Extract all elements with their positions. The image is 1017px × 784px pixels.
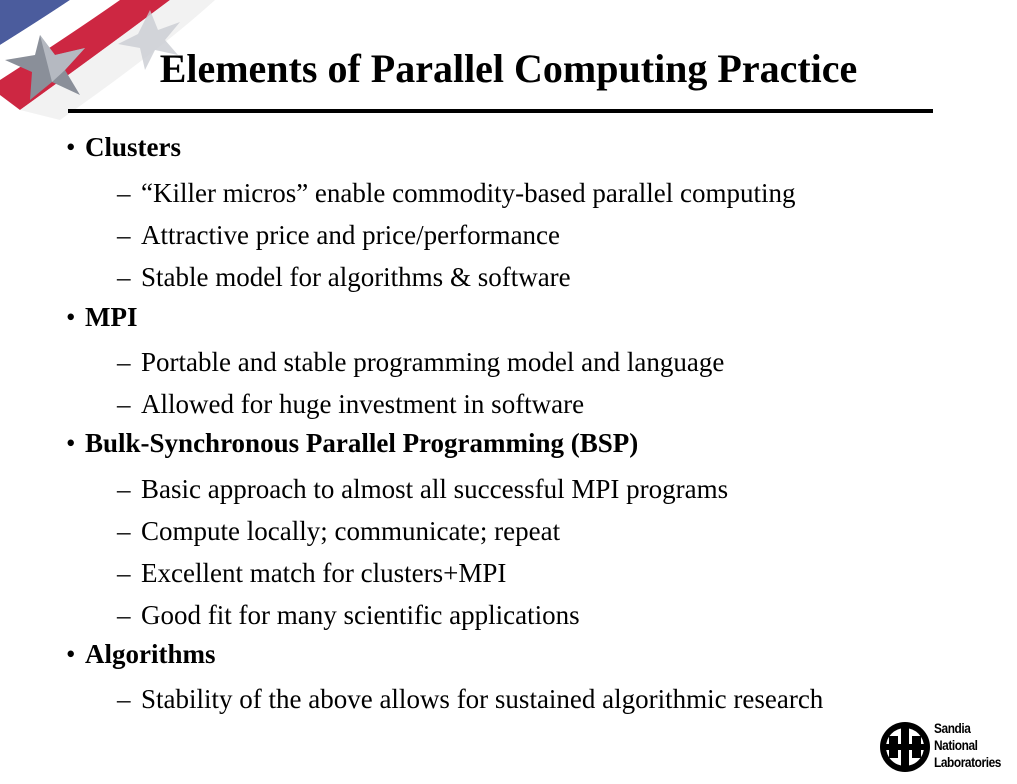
dash: – [117,262,131,292]
sub-item-text: Portable and stable programming model and language [141,347,725,377]
bullet-clusters [66,130,181,164]
sub-item [117,176,796,210]
sub-item [117,345,724,379]
sub-item [117,514,560,548]
bullet-heading: MPI [85,302,138,332]
slide-title: Elements of Parallel Computing Practice [159,46,858,91]
dash: – [117,516,131,546]
sub-item-text: “Killer micros” enable commodity-based parallel computing [141,178,796,208]
sub-item [117,260,571,294]
sub-item [117,598,580,632]
dash: – [117,558,131,588]
dash: – [117,600,131,630]
dash: – [117,389,131,419]
sub-item-text: Allowed for huge investment in software [141,389,585,419]
bullet-mpi [66,300,137,334]
sub-item-text: Stability of the above allows for sustained algorithmic research [141,684,824,714]
sub-item-text: Attractive price and price/performance [141,220,561,250]
logo-text-laboratories: Laboratories [934,754,1001,770]
sub-item-text: Basic approach to almost all successful MPI programs [141,474,729,504]
dash: – [117,347,131,377]
sub-item-text: Compute locally; communicate; repeat [141,516,561,546]
dash: – [117,474,131,504]
sub-item [117,218,560,252]
sub-item [117,472,728,506]
sub-item-text: Excellent match for clusters+MPI [141,558,507,588]
dash: – [117,178,131,208]
bullet-dot: • [66,302,76,332]
sub-item [117,556,506,590]
bullet-dot: • [66,428,76,458]
bullet-heading: Bulk-Synchronous Parallel Programming (BSP) [85,428,639,458]
sub-item [117,682,823,716]
sub-item [117,387,584,421]
bullet-dot: • [66,639,76,669]
bullet-dot: • [66,132,76,162]
dash: – [117,684,131,714]
sub-item-text: Good fit for many scientific applications [141,600,580,630]
bullet-algorithms [66,637,216,671]
logo-text-sandia: Sandia [934,720,971,736]
sub-item-text: Stable model for algorithms & software [141,262,571,292]
logo-text-national: National [934,737,978,753]
dash: – [117,220,131,250]
bullet-heading: Clusters [85,132,181,162]
bullet-heading: Algorithms [85,639,216,669]
bullet-bsp [66,426,638,460]
